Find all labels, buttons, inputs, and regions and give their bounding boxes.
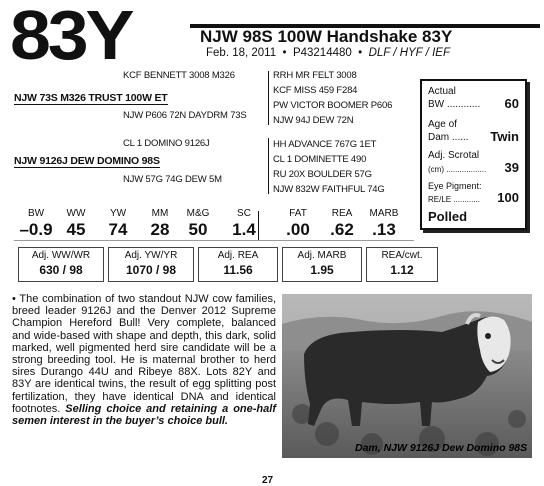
pedigree-sire-dam: NJW P606 72N DAYDRM 73S: [123, 110, 247, 121]
epd-value: –0.9: [19, 220, 53, 239]
pedigree-sire: NJW 73S M326 TRUST 100W ET: [14, 92, 168, 104]
genetic-codes: DLF / HYF / IEF: [368, 47, 450, 59]
footnote-body: • The combination of two standout NJW cow families, breed leader 9126J and the Denver 2012 Supreme Champion Hereford Bull! Very complete, balanced and wide-based with shape and depth, this dark, solid marked, well pigmented herd sire candidate will be a strong breeding tool. He is maternal brother to herd sires Durango 44U and Ribeye 88X. Lots 82Y and 83Y are identical twins, the result of egg splitting post fertilization, they have identical DNA and identical footnotes.: [12, 293, 276, 415]
epd-value: 1.4: [232, 220, 256, 239]
epd-value: .13: [372, 220, 396, 239]
epd-header: MM: [151, 208, 169, 219]
epd-value: 45: [66, 220, 86, 239]
adjusted-cell: [108, 247, 194, 282]
pedigree-ancestor: RU 20X BOULDER 57G: [273, 169, 372, 180]
pedigree-sire-sire: KCF BENNETT 3008 M326: [123, 70, 235, 81]
epd-value: 74: [108, 220, 128, 239]
lot-number: 83Y: [10, 0, 132, 74]
pedigree-ancestor: RRH MR FELT 3008: [273, 70, 357, 81]
adjusted-value: 1070 / 98: [125, 263, 177, 277]
adjusted-cell: [282, 247, 362, 282]
adjusted-label: Adj. WW/WR: [31, 250, 91, 261]
pedigree-bracket: [268, 138, 269, 194]
dam-label: Dam ......: [428, 132, 469, 143]
footnote-selling-terms: Selling choice and retaining a one-half semen interest in the buyer’s choice bull.: [12, 402, 276, 428]
pedigree-ancestor: KCF MISS 459 F284: [273, 85, 358, 96]
epd-header: YW: [109, 208, 127, 219]
polled-label: Polled: [428, 209, 468, 224]
eye-pigment-value: 100: [497, 190, 519, 205]
pedigree-ancestor: PW VICTOR BOOMER P606: [273, 100, 393, 111]
epd-header: BW: [27, 208, 45, 219]
pedigree-bracket: [268, 71, 269, 125]
epd-value: 28: [150, 220, 170, 239]
pedigree-ancestor: HH ADVANCE 767G 1ET: [273, 139, 377, 150]
actual-label: Actual: [428, 86, 456, 97]
adjusted-cell: [366, 247, 438, 282]
epd-header: WW: [66, 208, 86, 219]
adjusted-value: 1.12: [390, 263, 414, 277]
pedigree-ancestor: NJW 832W FAITHFUL 74G: [273, 184, 385, 195]
birth-date: Feb. 18, 2011: [206, 47, 277, 59]
cm-label: (cm) ..................: [428, 165, 487, 174]
epd-header: MARB: [369, 208, 399, 219]
epd-header: SC: [237, 208, 251, 219]
separator-dot: •: [358, 47, 363, 59]
pedigree-dam: NJW 9126J DEW DOMINO 98S: [14, 155, 160, 167]
age-of-dam-value: Twin: [490, 129, 519, 144]
dam-photo: [282, 294, 532, 458]
page-number: 27: [262, 475, 274, 486]
birth-weight-value: 60: [504, 96, 519, 111]
pedigree-dam-dam: NJW 57G 74G DEW 5M: [123, 174, 222, 185]
scrotal-label: Adj. Scrotal: [428, 150, 480, 161]
animal-name: NJW 98S 100W Handshake 83Y: [200, 27, 453, 46]
performance-box: [420, 79, 527, 230]
adjusted-label: Adj. REA: [217, 250, 259, 261]
age-of-label: Age of: [428, 119, 457, 130]
adjusted-label: REA/cwt.: [381, 250, 423, 261]
epd-rule: [14, 240, 414, 241]
eye-pigment-label: Eye Pigment:: [428, 181, 482, 191]
photo-caption: Dam, NJW 9126J Dew Domino 98S: [355, 442, 528, 454]
rele-label: RE/LE ............: [428, 195, 481, 204]
birth-registration-line: [206, 47, 450, 59]
epd-divider: [258, 211, 259, 241]
pedigree-ancestor: NJW 94J DEW 72N: [273, 115, 354, 126]
cow-eye: [485, 333, 491, 339]
adjusted-cell: [198, 247, 278, 282]
adjusted-value: 11.56: [223, 263, 253, 277]
epd-value: .62: [330, 220, 354, 239]
epd-header: FAT: [289, 208, 307, 219]
bw-label: BW ............: [428, 99, 481, 110]
adjusted-label: Adj. MARB: [297, 250, 347, 261]
adjusted-cell: [18, 247, 104, 282]
pedigree-ancestor: CL 1 DOMINETTE 490: [273, 154, 367, 165]
adjusted-label: Adj. YW/YR: [124, 250, 178, 261]
registration-number: P43214480: [292, 47, 352, 59]
epd-value: .00: [286, 220, 310, 239]
adjusted-value: 1.95: [310, 263, 334, 277]
pedigree-dam-sire: CL 1 DOMINO 9126J: [123, 138, 210, 149]
epd-value: 50: [188, 220, 208, 239]
epd-header: M&G: [186, 208, 210, 219]
separator-dot: •: [282, 47, 287, 59]
epd-header: REA: [331, 208, 353, 219]
footnote-text: [12, 293, 276, 427]
adjusted-value: 630 / 98: [39, 263, 83, 277]
scrotal-value: 39: [504, 160, 519, 175]
